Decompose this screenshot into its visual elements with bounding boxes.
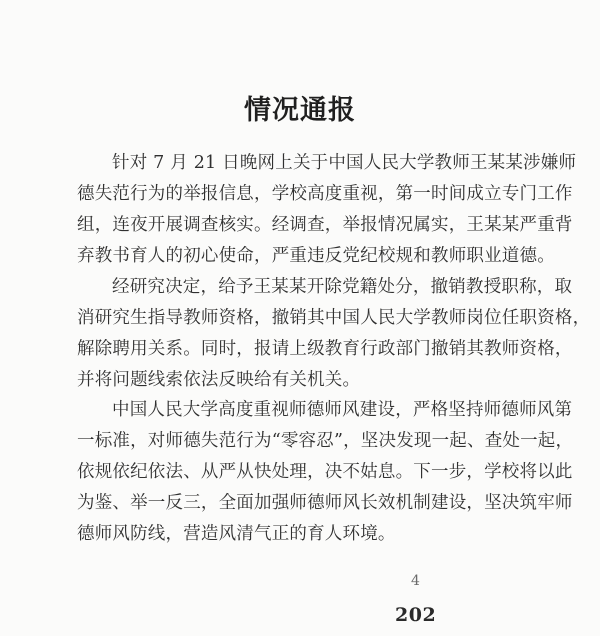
paragraph-2 [77, 272, 591, 396]
footer-year: 202 [395, 604, 437, 626]
paragraph-line: 为鉴、举一反三，全面加强师德师风长效机制建设，坚决筑牢师 [77, 492, 573, 513]
paragraph-line: 弃教书育人的初心使命，严重违反党纪校规和教师职业道德。 [77, 245, 555, 266]
paragraph-line: 德失范行为的举报信息，学校高度重视，第一时间成立专门工作 [77, 183, 573, 204]
document-title: 情况通报 [244, 95, 356, 126]
paragraph-line: 经研究决定，给予王某某开除党籍处分，撤销教授职称，取 [112, 277, 573, 297]
paragraph-line: 解除聘用关系。同时，报请上级教育行政部门撤销其教师资格， [77, 338, 573, 359]
page-mark: 4 [411, 573, 420, 589]
paragraph-line: 一标准，对师德失范行为“零容忍”，坚决发现一起、查处一起， [77, 430, 574, 451]
paragraph-line: 组，连夜开展调查核实。经调查，举报情况属实，王某某严重背 [77, 214, 573, 235]
paragraph-1 [77, 148, 577, 272]
paragraph-line: 消研究生指导教师资格，撤销其中国人民大学教师岗位任职资格， [77, 307, 591, 328]
paragraph-line: 依规依纪依法、从严从快处理，决不姑息。下一步，学校将以此 [77, 461, 573, 482]
paragraph-line: 中国人民大学高度重视师德师风建设，严格坚持师德师风第 [112, 400, 573, 420]
paragraph-line: 并将问题线索依法反映给有关机关。 [77, 369, 361, 390]
paragraph-3 [77, 395, 574, 550]
paragraph-line: 德师风防线，营造风清气正的育人环境。 [77, 523, 396, 544]
paragraph-line: 针对 7 月 21 日晚网上关于中国人民大学教师王某某涉嫌师 [112, 153, 577, 173]
